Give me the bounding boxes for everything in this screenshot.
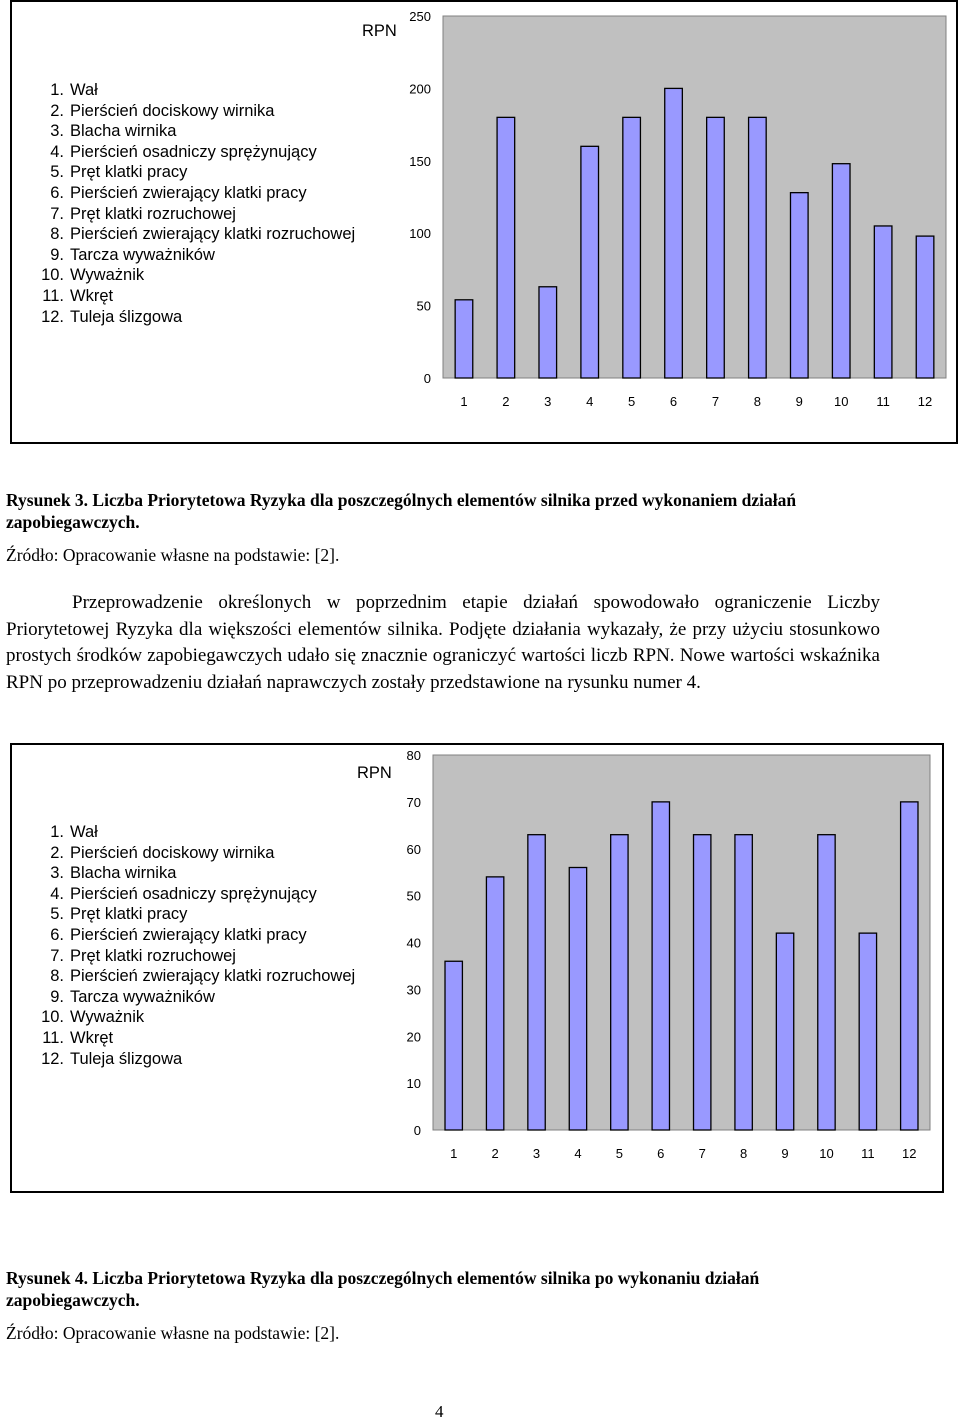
x-tick-label: 6	[657, 1146, 665, 1161]
x-tick-label: 11	[861, 1146, 875, 1161]
x-tick-label: 6	[669, 394, 678, 409]
y-tick-label: 250	[409, 9, 431, 24]
x-tick-label: 10	[819, 1146, 834, 1161]
y-tick-label: 100	[409, 226, 431, 242]
x-tick-label: 1	[450, 1146, 458, 1161]
bar-3	[539, 287, 557, 378]
legend-item: 4. Pierścień osadniczy sprężynujący	[50, 142, 317, 161]
bar-12	[901, 802, 918, 1130]
page-number: 4	[435, 1402, 444, 1421]
legend-item: 11. Wkręt	[42, 1028, 114, 1047]
legend-item: 9. Tarcza wyważników	[50, 245, 215, 264]
legend-item: 9. Tarcza wyważników	[50, 987, 215, 1006]
bar-6	[652, 802, 669, 1130]
bar-7	[707, 117, 725, 378]
body-paragraph: Przeprowadzenie określonych w poprzednim etapie działań spowodowało ograniczenie Liczby Priorytetowej Ryzyka dla większości elementów silnika. Podjęte działania wykazały, że przy użyciu stosunkowo prostych środków zapobiegawczych udało się znacznie ograniczyć wartości liczb RPN. Nowe wartości wskaźnika RPN po przeprowadzeniu działań naprawczych zostały przedstawione na rysunku numer 4.	[6, 592, 880, 693]
bar-8	[735, 835, 752, 1130]
y-tick-label: 20	[406, 1029, 421, 1045]
legend-item: 5. Pręt klatki pracy	[50, 163, 188, 182]
y-tick-label: 70	[406, 794, 421, 810]
legend-item: 2. Pierścień dociskowy wirnika	[50, 101, 275, 120]
x-tick-label: 2	[502, 394, 510, 409]
x-tick-label: 8	[740, 1146, 748, 1161]
x-tick-label: 12	[917, 394, 933, 409]
y-tick-label: 200	[409, 81, 431, 97]
bar-12	[916, 236, 934, 378]
x-tick-label: 10	[833, 394, 849, 409]
legend-item: 10. Wyważnik	[41, 1008, 145, 1027]
legend-item: 11. Wkręt	[42, 286, 114, 305]
bar-11	[874, 226, 892, 378]
bar-10	[832, 164, 850, 378]
bar-9	[790, 193, 808, 378]
figure-4-source: Źródło: Opracowanie własne na podstawie: [2].	[6, 1323, 340, 1343]
bar-11	[859, 933, 876, 1130]
chart-1-title: RPN	[362, 22, 397, 40]
x-tick-label: 8	[753, 394, 761, 409]
legend-item: 8. Pierścień zwierający klatki rozruchowej	[50, 225, 356, 244]
x-tick-label: 9	[781, 1146, 789, 1161]
bar-4	[581, 146, 599, 378]
y-tick-label: 10	[406, 1076, 421, 1092]
x-tick-label: 2	[491, 1146, 499, 1161]
y-tick-label: 0	[413, 1123, 421, 1138]
bar-1	[445, 961, 462, 1130]
y-tick-label: 0	[423, 371, 431, 386]
bar-2	[497, 117, 515, 378]
bar-4	[569, 868, 586, 1131]
x-tick-label: 7	[698, 1146, 706, 1161]
legend-item: 12. Tuleja ślizgowa	[41, 1049, 183, 1068]
x-tick-label: 5	[628, 394, 636, 409]
legend-item: 4. Pierścień osadniczy sprężynujący	[50, 884, 317, 903]
bar-5	[623, 117, 641, 378]
legend-item: 7. Pręt klatki rozruchowej	[50, 204, 236, 223]
y-tick-label: 60	[406, 841, 421, 857]
legend-item: 2. Pierścień dociskowy wirnika	[50, 843, 275, 862]
x-tick-label: 3	[532, 1146, 541, 1161]
legend-item: 8. Pierścień zwierający klatki rozruchowej	[50, 967, 356, 986]
legend-item: 10. Wyważnik	[41, 266, 145, 285]
plot-area	[443, 16, 946, 378]
x-tick-label: 9	[795, 394, 803, 409]
bar-7	[694, 835, 711, 1130]
legend-item: 7. Pręt klatki rozruchowej	[50, 946, 236, 965]
bar-8	[749, 117, 767, 378]
y-tick-label: 50	[416, 298, 431, 314]
plot-area	[433, 755, 930, 1130]
legend-item: 5. Pręt klatki pracy	[50, 905, 188, 924]
chart-2-title: RPN	[357, 764, 392, 782]
x-tick-label: 3	[544, 394, 552, 409]
x-tick-label: 4	[586, 394, 594, 409]
legend-item: 1. Wał	[50, 823, 98, 841]
legend-item: 12. Tuleja ślizgowa	[41, 307, 183, 326]
x-tick-label: 5	[615, 1146, 623, 1161]
x-tick-label: 7	[711, 394, 720, 409]
bar-1	[455, 300, 473, 378]
x-tick-label: 1	[460, 394, 468, 409]
x-tick-label: 12	[902, 1146, 917, 1161]
bar-3	[528, 835, 545, 1130]
x-tick-label: 11	[876, 394, 890, 409]
figure-4-chart	[10, 743, 944, 1193]
bar-5	[611, 835, 628, 1130]
y-tick-label: 80	[406, 748, 421, 763]
chart-2-plot	[12, 745, 942, 1191]
y-tick-label: 150	[409, 153, 431, 169]
legend-item: 3. Blacha wirnika	[50, 864, 177, 883]
legend-item: 6. Pierścień zwierający klatki pracy	[50, 925, 307, 944]
legend-item: 3. Blacha wirnika	[50, 122, 177, 141]
bar-10	[818, 835, 835, 1130]
bar-6	[665, 88, 683, 378]
y-tick-label: 30	[406, 982, 421, 998]
figure-3-chart	[10, 0, 958, 444]
figure-3-source: Źródło: Opracowanie własne na podstawie: [2].	[6, 545, 340, 565]
x-tick-label: 4	[574, 1146, 582, 1161]
y-tick-label: 40	[406, 935, 421, 951]
legend-item: 6. Pierścień zwierający klatki pracy	[50, 183, 307, 202]
bar-2	[486, 877, 503, 1130]
figure-3-caption: Rysunek 3. Liczba Priorytetowa Ryzyka dla poszczególnych elementów silnika przed wykonaniem działań zapobiegawczych.	[6, 490, 797, 532]
figure-4-caption: Rysunek 4. Liczba Priorytetowa Ryzyka dla poszczególnych elementów silnika po wykonaniu działań zapobiegawczych.	[6, 1268, 760, 1310]
bar-9	[776, 933, 793, 1130]
chart-1-plot	[12, 2, 956, 442]
legend-item: 1. Wał	[50, 81, 98, 99]
y-tick-label: 50	[406, 888, 421, 904]
